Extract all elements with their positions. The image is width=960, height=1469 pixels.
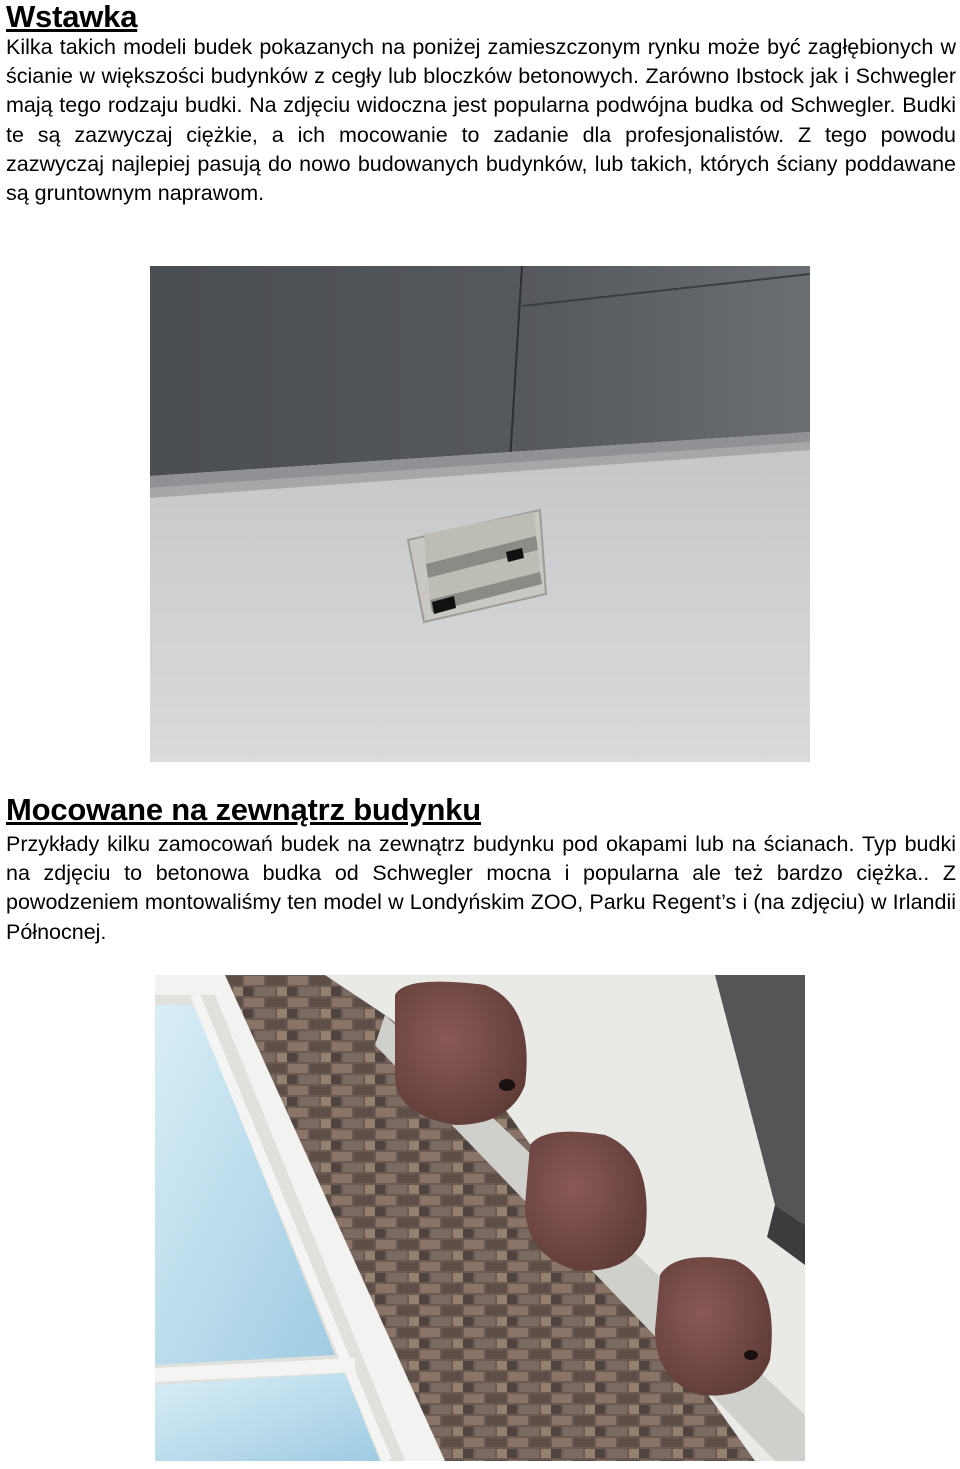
section-paragraph-inset: Kilka takich modeli budek pokazanych na poniżej zamieszczonym rynku może być zagłębionych w ścianie w większości budynków z cegły lub bloczków betonowych. Zarówno Ibstock jak i Schwegler mają tego rodzaju budki. Na zdjęciu widoczna jest popularna podwójna budka od Schwegler. Budki te są zazwyczaj ciężkie, a ich mocowanie to zadanie dla profesjonalistów. Z tego powodu zazwyczaj najlepiej pasują do nowo budowanych budynków, lub takich, których ściany poddawane są gruntownym naprawom.: [6, 35, 956, 206]
photo-external-nest-boxes: [155, 975, 805, 1461]
section-heading-inset: Wstawka: [6, 0, 138, 34]
section-heading-external: Mocowane na zewnątrz budynku: [6, 792, 481, 827]
section-paragraph-external: Przykłady kilku zamocowań budek na zewnątrz budynku pod okapami lub na ścianach. Typ budki na zdjęciu to betonowa budka od Schwegler mocna i popularna ale też bardzo ciężka.. Z powodzeniem montowaliśmy ten model w Londyńskim ZOO, Parku Regent’s i (na zdjęciu) w Irlandii Północnej.: [6, 832, 956, 944]
photo-inset-nest-box: [150, 266, 810, 762]
